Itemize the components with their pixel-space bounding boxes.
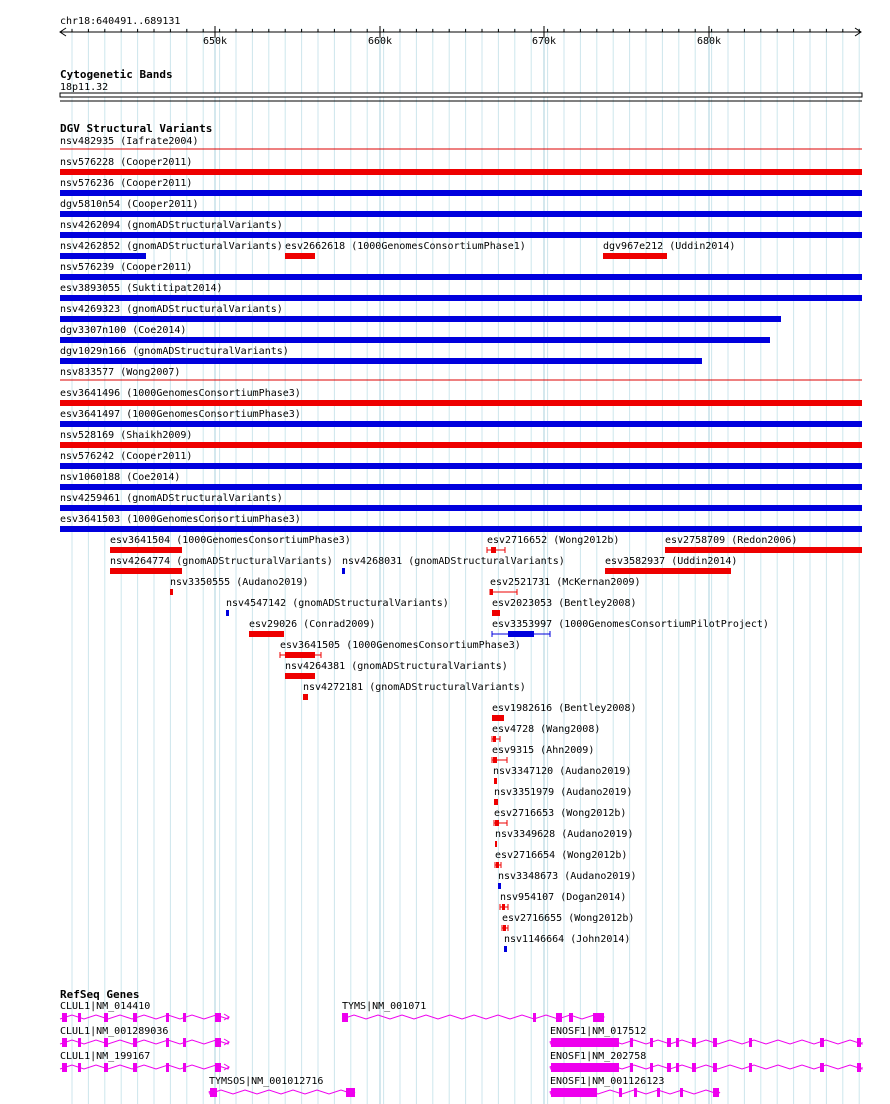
feature-bar [342,568,345,574]
feature-label: esv2662618 (1000GenomesConsortiumPhase1) [285,241,526,252]
feature-label: esv2521731 (McKernan2009) [490,577,641,588]
gene-intron-line [342,1015,604,1019]
gene-label: CLUL1|NM_199167 [60,1051,151,1062]
dgv-features [60,136,862,952]
feature-bar [60,358,702,364]
feature-label: nsv4268031 (gnomADStructuralVariants) [342,556,565,567]
feature-label: nsv576236 (Cooper2011) [60,178,193,189]
track-title: Cytogenetic Bands [60,68,173,81]
dgv-feature[interactable] [493,766,631,784]
dgv-feature[interactable] [60,199,862,217]
dgv-feature[interactable] [60,325,770,343]
gene-exon [183,1063,186,1072]
feature-label: nsv482935 (Iafrate2004) [60,136,199,147]
feature-bar [60,400,862,406]
dgv-feature[interactable] [60,367,862,380]
gene-label: TYMSOS|NM_001012716 [209,1076,324,1087]
feature-label: esv3641497 (1000GenomesConsortiumPhase3) [60,409,301,420]
feature-label: nsv4547142 (gnomADStructuralVariants) [226,598,449,609]
feature-label: esv2716655 (Wong2012b) [502,913,635,924]
dgv-feature[interactable] [60,136,862,149]
gene-exon [342,1013,348,1022]
gene-exon [857,1063,861,1072]
gene-label: ENOSF1|NM_202758 [550,1051,647,1062]
feature-bar [60,253,146,259]
gene-exon [551,1088,597,1097]
feature-bar [603,253,667,259]
feature-bar [303,694,308,700]
cytoband-bar[interactable] [60,93,862,97]
gene-exon [215,1063,221,1072]
gene-exon [667,1063,671,1072]
feature-bar [60,484,862,490]
dgv-feature[interactable] [110,556,333,574]
gene-exon [104,1038,108,1047]
dgv-feature[interactable] [60,304,781,322]
feature-label: nsv4259461 (gnomADStructuralVariants) [60,493,283,504]
feature-label: nsv4264774 (gnomADStructuralVariants) [110,556,333,567]
gene-exon [133,1038,137,1047]
feature-bar [502,904,505,910]
feature-bar [60,232,862,238]
gene-exon [676,1063,679,1072]
gene-label: CLUL1|NM_014410 [60,1001,151,1012]
feature-bar [60,316,781,322]
feature-label: esv2023053 (Bentley2008) [492,598,637,609]
dgv-feature[interactable] [502,913,634,931]
refseq-track [60,988,862,1097]
gene-exon [692,1038,696,1047]
feature-label: esv4728 (Wang2008) [492,724,601,735]
feature-label: esv3641503 (1000GenomesConsortiumPhase3) [60,514,301,525]
dgv-feature[interactable] [60,346,702,364]
ruler-tick-label: 670k [532,36,557,47]
gene-exon [78,1013,81,1022]
feature-bar [60,190,862,196]
feature-bar [60,274,862,280]
feature-bar [494,799,498,805]
gene-exon [650,1038,653,1047]
feature-bar [498,883,501,889]
gene-exon [667,1038,671,1047]
feature-label: esv29026 (Conrad2009) [249,619,376,630]
feature-label: nsv4269323 (gnomADStructuralVariants) [60,304,283,315]
feature-label: nsv576239 (Cooper2011) [60,262,193,273]
feature-label: nsv3347120 (Audano2019) [493,766,632,777]
feature-label: nsv3349628 (Audano2019) [495,829,634,840]
feature-label: nsv576228 (Cooper2011) [60,157,193,168]
feature-bar [226,610,229,616]
feature-label: dgv5810n54 (Cooper2011) [60,199,199,210]
feature-label: esv2716654 (Wong2012b) [495,850,628,861]
dgv-feature[interactable] [303,682,526,700]
gene-exon [551,1063,619,1072]
gene-exon [183,1038,186,1047]
feature-bar [60,337,770,343]
feature-bar [503,925,506,931]
dgv-feature[interactable] [492,724,600,742]
feature-bar [60,169,862,175]
feature-bar [491,547,496,553]
dgv-feature[interactable] [492,745,594,763]
feature-label: nsv3351979 (Audano2019) [494,787,633,798]
dgv-feature[interactable] [60,220,862,238]
feature-bar [60,463,862,469]
feature-bar [249,631,284,637]
feature-label: nsv3348673 (Audano2019) [498,871,637,882]
cytoband-label: 18p11.32 [60,82,109,93]
gene-label: ENOSF1|NM_017512 [550,1026,647,1037]
feature-label: dgv1029n166 (gnomADStructuralVariants) [60,346,289,357]
feature-bar [285,652,315,658]
dgv-feature[interactable] [110,535,351,553]
dgv-feature[interactable] [60,472,862,490]
refseq-gene[interactable] [550,1026,862,1047]
feature-label: esv2758709 (Redon2006) [665,535,798,546]
feature-label: nsv4264381 (gnomADStructuralVariants) [285,661,508,672]
gene-label: ENOSF1|NM_001126123 [550,1076,665,1087]
ruler-tick-label: 680k [697,36,722,47]
feature-bar [494,778,497,784]
feature-bar [170,589,173,595]
dgv-feature[interactable] [60,451,862,469]
feature-label: esv2716653 (Wong2012b) [494,808,627,819]
feature-bar [496,862,499,868]
feature-bar [665,547,862,553]
gene-exon [634,1088,637,1097]
feature-bar [60,421,862,427]
feature-label: esv3893055 (Suktitipat2014) [60,283,223,294]
dgv-feature[interactable] [60,493,862,511]
dgv-feature[interactable] [226,598,449,616]
gene-exon [692,1063,696,1072]
gene-exon [183,1013,186,1022]
ruler-tick-label: 650k [203,36,228,47]
feature-bar [508,631,534,637]
feature-bar [285,253,315,259]
feature-bar [504,946,507,952]
dgv-track [60,122,862,952]
dgv-feature[interactable] [490,577,641,595]
dgv-feature[interactable] [249,619,375,637]
gene-exon [713,1063,717,1072]
feature-bar [492,610,500,616]
feature-bar [495,820,499,826]
feature-bar [60,442,862,448]
gene-exon [569,1013,573,1022]
gene-exon [619,1088,622,1097]
gene-exon [556,1013,562,1022]
gene-exon [676,1038,679,1047]
dgv-feature[interactable] [504,934,630,952]
dgv-feature[interactable] [665,535,862,553]
gene-exon [78,1063,81,1072]
gene-label: TYMS|NM_001071 [342,1001,427,1012]
gene-exon [62,1013,67,1022]
dgv-feature[interactable] [494,808,626,826]
dgv-feature[interactable] [60,430,862,448]
dgv-feature[interactable] [487,535,619,553]
track-title: RefSeq Genes [60,988,140,1001]
dgv-feature[interactable] [60,388,862,406]
track-title: DGV Structural Variants [60,122,213,135]
dgv-feature[interactable] [285,241,526,259]
feature-label: nsv954107 (Dogan2014) [500,892,627,903]
feature-bar [493,757,497,763]
gene-exon [133,1063,137,1072]
feature-label: nsv1146664 (John2014) [504,934,631,945]
dgv-feature[interactable] [498,871,636,889]
gene-exon [713,1038,717,1047]
region-label: chr18:640491..689131 [60,16,181,27]
gene-exon [166,1038,169,1047]
feature-bar [110,547,182,553]
gene-exon [650,1063,653,1072]
feature-label: nsv576242 (Cooper2011) [60,451,193,462]
feature-label: nsv833577 (Wong2007) [60,367,181,378]
gene-exon [630,1038,633,1047]
gene-exon [713,1088,719,1097]
refseq-gene[interactable] [342,1001,604,1022]
feature-bar [110,568,182,574]
dgv-feature[interactable] [60,241,283,259]
feature-label: nsv4272181 (gnomADStructuralVariants) [303,682,526,693]
ruler-tick-label: 660k [368,36,393,47]
feature-bar [493,736,496,742]
feature-label: nsv4262094 (gnomADStructuralVariants) [60,220,283,231]
gene-exon [749,1038,752,1047]
gene-exon [215,1013,221,1022]
cytoband-track [60,68,862,101]
gene-exon [78,1038,81,1047]
feature-label: nsv528169 (Shaikh2009) [60,430,193,441]
feature-bar [285,673,315,679]
feature-bar [492,715,504,721]
dgv-feature[interactable] [60,157,862,175]
dgv-feature[interactable] [60,409,862,427]
feature-bar [490,589,493,595]
gene-label: CLUL1|NM_001289036 [60,1026,169,1037]
gene-intron-line [209,1090,355,1094]
feature-label: dgv967e212 (Uddin2014) [603,241,736,252]
refseq-gene[interactable] [209,1076,355,1097]
gene-exon [62,1063,67,1072]
feature-label: nsv3350555 (Audano2019) [170,577,309,588]
gene-exon [346,1088,355,1097]
refseq-gene[interactable] [550,1076,720,1097]
gene-exon [551,1038,619,1047]
gene-exon [104,1063,108,1072]
gene-exon [820,1038,824,1047]
refseq-genes [60,1001,862,1097]
dgv-feature[interactable] [60,283,862,301]
dgv-feature[interactable] [492,619,769,637]
gene-exon [820,1063,824,1072]
dgv-feature[interactable] [500,892,626,910]
gene-exon [62,1038,67,1047]
feature-label: esv9315 (Ahn2009) [492,745,595,756]
refseq-gene[interactable] [550,1051,862,1072]
gene-exon [857,1038,861,1047]
feature-label: esv3641496 (1000GenomesConsortiumPhase3) [60,388,301,399]
gene-exon [680,1088,683,1097]
feature-label: dgv3307n100 (Coe2014) [60,325,187,336]
dgv-feature[interactable] [170,577,308,595]
gene-exon [166,1063,169,1072]
feature-bar [60,295,862,301]
feature-label: nsv4262852 (gnomADStructuralVariants) [60,241,283,252]
feature-label: nsv1060188 (Coe2014) [60,472,181,483]
gene-exon [166,1013,169,1022]
feature-bar [60,505,862,511]
feature-label: esv3641505 (1000GenomesConsortiumPhase3) [280,640,521,651]
dgv-feature[interactable] [60,178,862,196]
feature-label: esv2716652 (Wong2012b) [487,535,620,546]
feature-label: esv1982616 (Bentley2008) [492,703,637,714]
feature-bar [605,568,731,574]
dgv-feature[interactable] [603,241,735,259]
feature-label: esv3353997 (1000GenomesConsortiumPilotProject) [492,619,769,630]
feature-label: esv3582937 (Uddin2014) [605,556,738,567]
gene-exon [533,1013,536,1022]
gene-exon [104,1013,108,1022]
gene-exon [215,1038,221,1047]
position-ruler[interactable] [60,16,861,47]
feature-bar [495,841,497,847]
gene-exon [630,1063,633,1072]
feature-label: esv3641504 (1000GenomesConsortiumPhase3) [110,535,351,546]
gene-exon [749,1063,752,1072]
gene-exon [657,1088,660,1097]
feature-bar [60,526,862,532]
dgv-feature[interactable] [60,514,862,532]
dgv-feature[interactable] [605,556,737,574]
gene-exon [133,1013,137,1022]
dgv-feature[interactable] [60,262,862,280]
feature-bar [60,211,862,217]
